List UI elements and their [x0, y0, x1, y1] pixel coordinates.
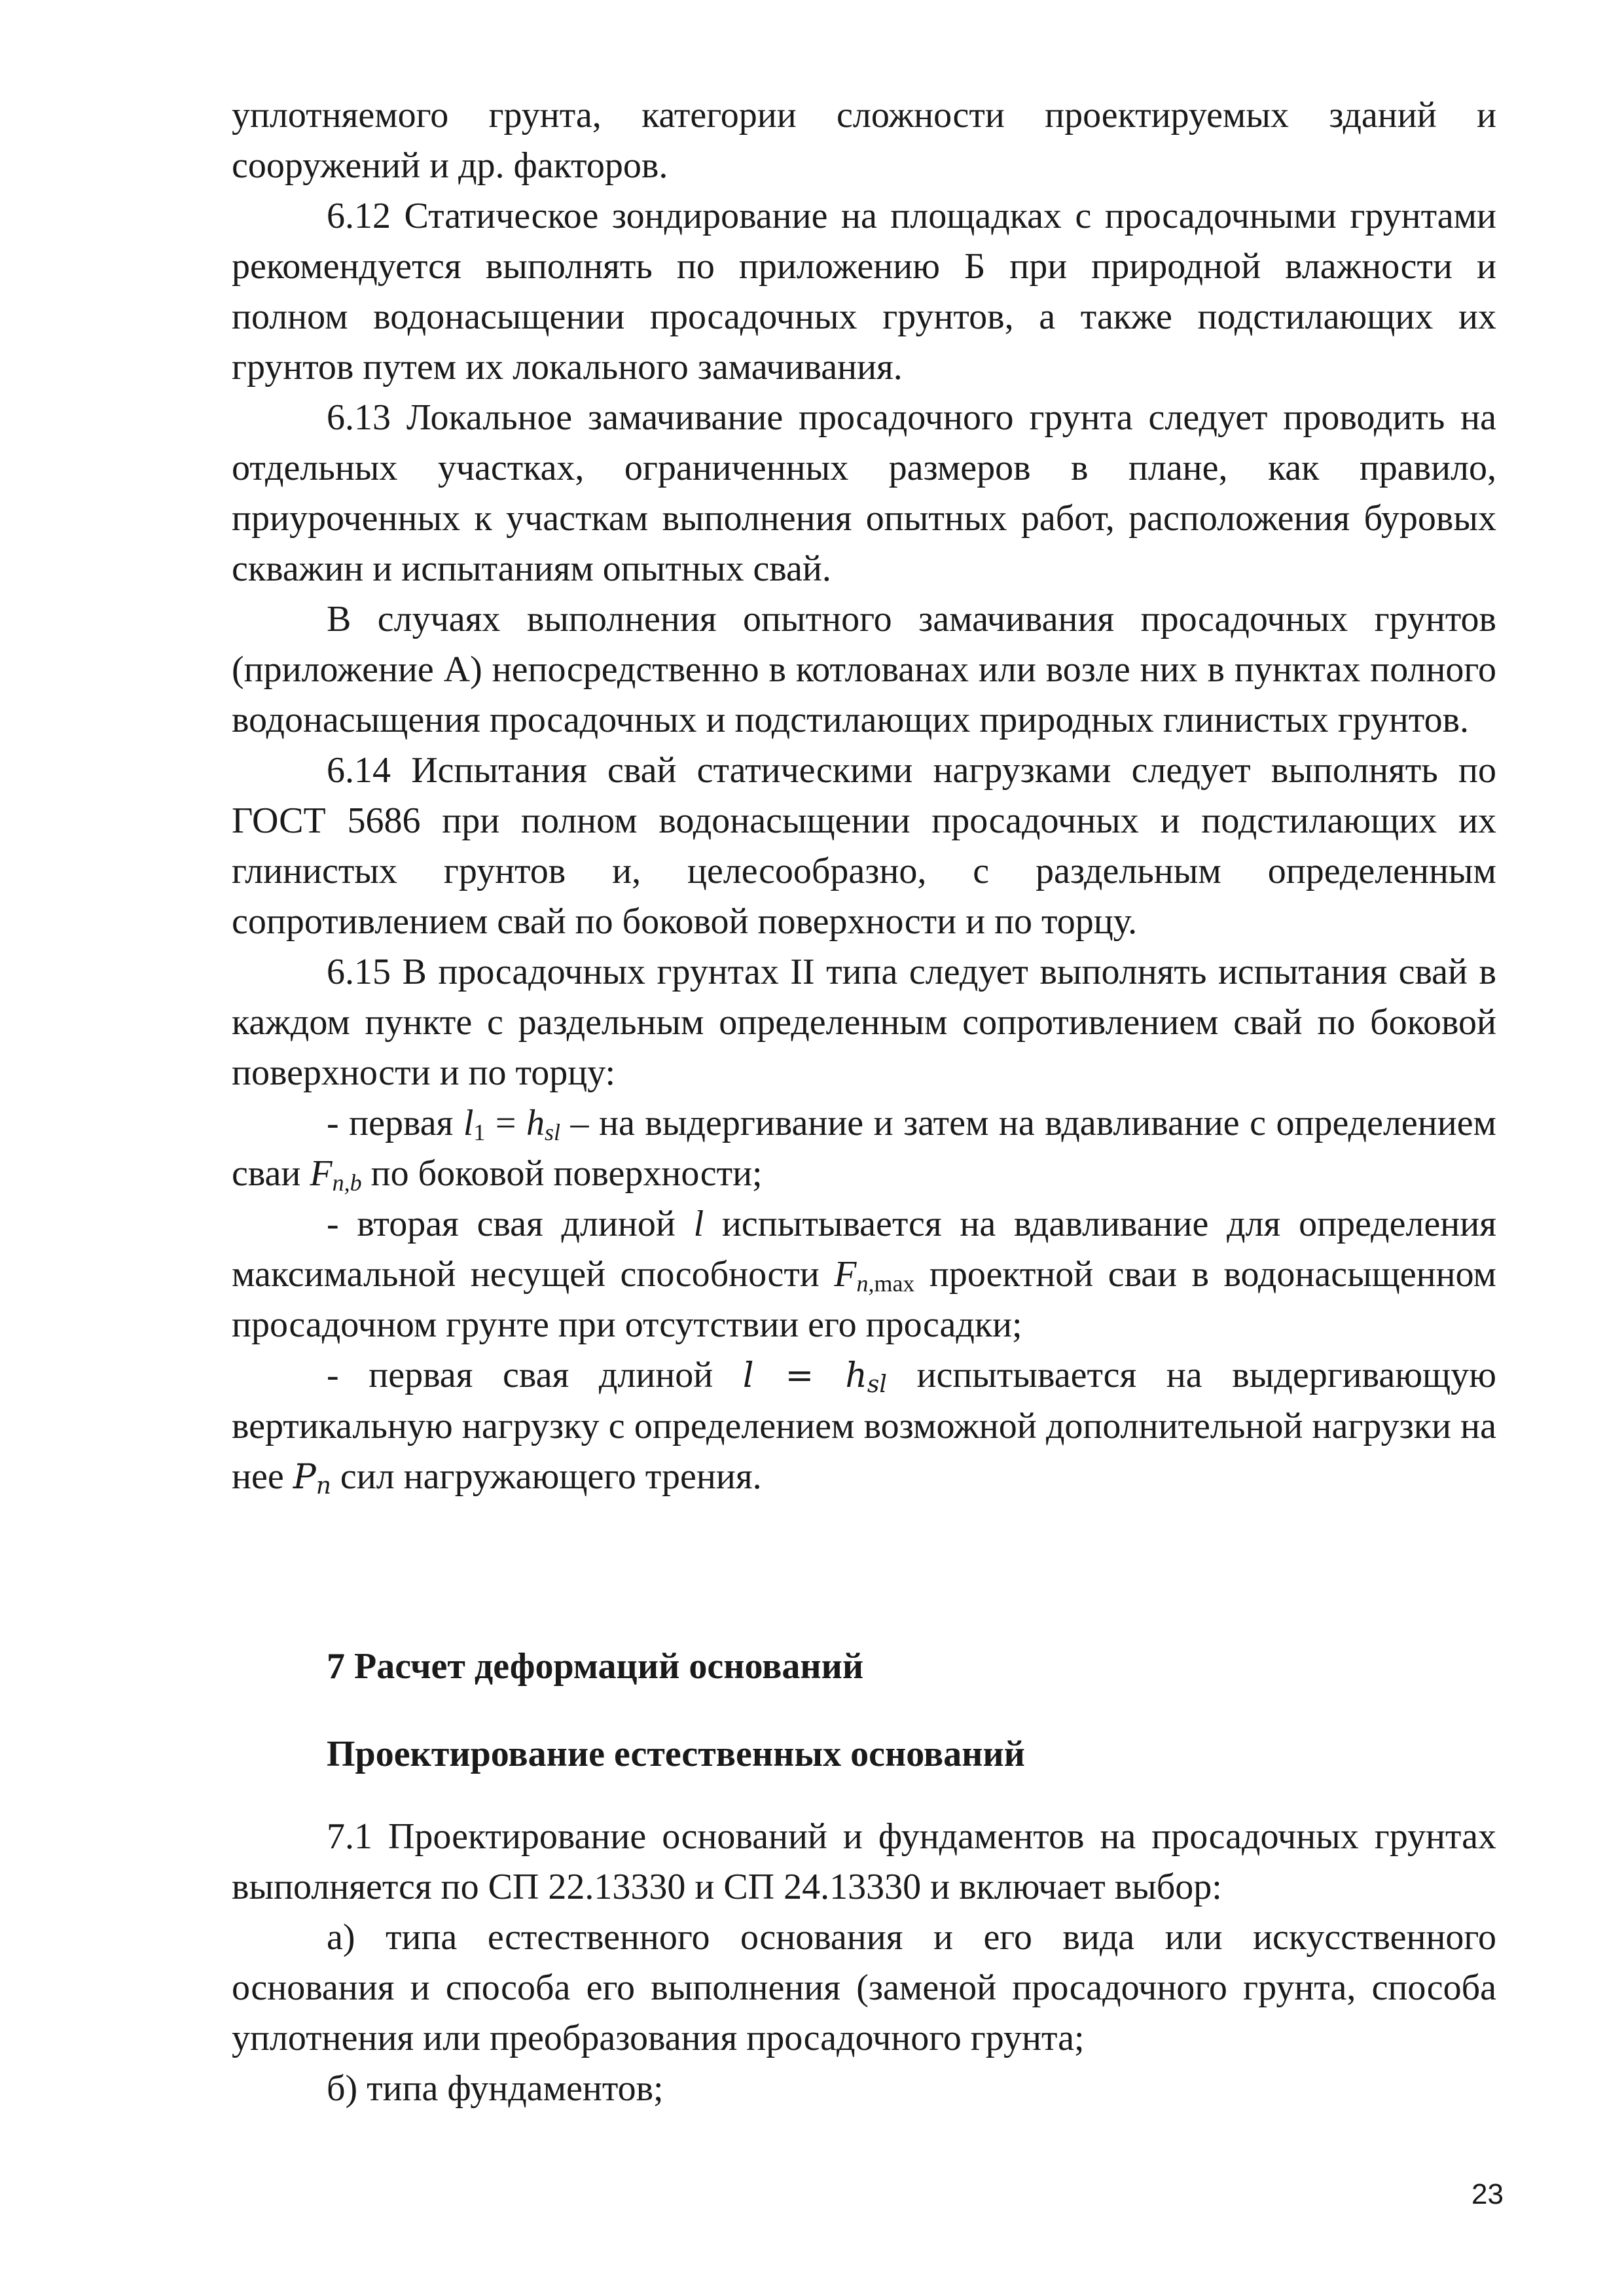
list-item-second-text-c: проектной сваи в водонасыщенном просадочном грунте при отсутствии его просадки;: [232, 1254, 1496, 1345]
list-item-third-text-b: испытывается на выдергивающую вертикальную нагрузку с определением возможной дополнительной нагрузки на нее: [232, 1355, 1497, 1497]
math-equals: =: [485, 1103, 527, 1143]
list-item-third-text-a: - первая свая длиной: [327, 1355, 743, 1395]
math-fnb: $F_{n,b}$: [310, 1153, 362, 1196]
body-text-top: [232, 90, 1496, 1503]
section-heading: 7 Расчет деформаций оснований: [327, 1646, 864, 1687]
math-hsl: $h_{sl}$: [526, 1103, 561, 1145]
paragraph-6-15: 6.15 В просадочных грунтах II типа следует выполнять испытания свай в каждом пункте с раздельным определенным сопротивлением свай по боковой поверхности и по торцу:: [232, 952, 1496, 1093]
subsection-heading: Проектирование естественных оснований: [327, 1734, 1025, 1774]
list-item-first-pile: [232, 1098, 1496, 1199]
paragraph-cases: В случаях выполнения опытного замачивания просадочных грунтов (приложение А) непосредственно в котлованах или возле них в пунктах полного водонасыщения просадочных и подстилающих природных глинистых грунтов.: [232, 599, 1496, 740]
list-item-first-text-b: – на выдергивание и затем на вдавливание с определением сваи: [232, 1103, 1496, 1194]
paragraph-7-1: 7.1 Проектирование оснований и фундаментов на просадочных грунтах выполняется по СП 22.13330 и СП 24.13330 и включает выбор:: [232, 1816, 1496, 1907]
list-item-first-text-c: по боковой поверхности;: [361, 1153, 763, 1194]
list-item-second-text-b: испытывается на вдавливание для определения максимальной несущей способности: [232, 1204, 1496, 1295]
paragraph-6-12: 6.12 Статическое зондирование на площадках с просадочными грунтами рекомендуется выполнять по приложению Б при природной влажности и полном водонасыщении просадочных грунтов, а также подстилающих их грунтов путем их локального замачивания.: [232, 196, 1496, 387]
paragraph-6-13: 6.13 Локальное замачивание просадочного грунта следует проводить на отдельных участках, ограниченных размеров в плане, как правило, приуроченных к участкам выполнения опытных работ, расположения буровых скважин и испытаниям опытных свай.: [232, 397, 1496, 589]
math-l-equals-hsl: $l = h_{sl}$: [742, 1356, 887, 1398]
list-item-b: б) типа фундаментов;: [327, 2068, 664, 2109]
list-item-first-text-a: - первая: [327, 1103, 463, 1143]
math-l: l: [693, 1204, 704, 1244]
list-item-a: а) типа естественного основания и его вида или искусственного основания и способа его выполнения (заменой просадочного грунта, способа уплотнения или преобразования просадочного грунта;: [232, 1917, 1496, 2058]
math-pn: $P_n$: [293, 1458, 331, 1499]
paragraph-continuation: уплотняемого грунта, категории сложности проектируемых зданий и сооружений и др. факторов.: [232, 95, 1496, 186]
math-l1: $l_1$: [463, 1103, 486, 1145]
list-item-second-pile: [232, 1199, 1496, 1350]
list-item-third-pile: [232, 1350, 1496, 1503]
list-item-second-text-a: - вторая свая длиной: [327, 1204, 694, 1244]
page-number: 23: [1471, 2178, 1504, 2210]
list-item-third-text-c: сил нагружающего трения.: [331, 1456, 762, 1497]
math-fnmax: $F_{n,max}$: [834, 1254, 915, 1297]
paragraph-6-14: 6.14 Испытания свай статическими нагрузками следует выполнять по ГОСТ 5686 при полном водонасыщении просадочных и подстилающих их глинистых грунтов и, целесообразно, с раздельным определенным сопротивлением свай по боковой поверхности и по торцу.: [232, 750, 1496, 942]
body-text-bottom: [232, 1812, 1496, 2114]
